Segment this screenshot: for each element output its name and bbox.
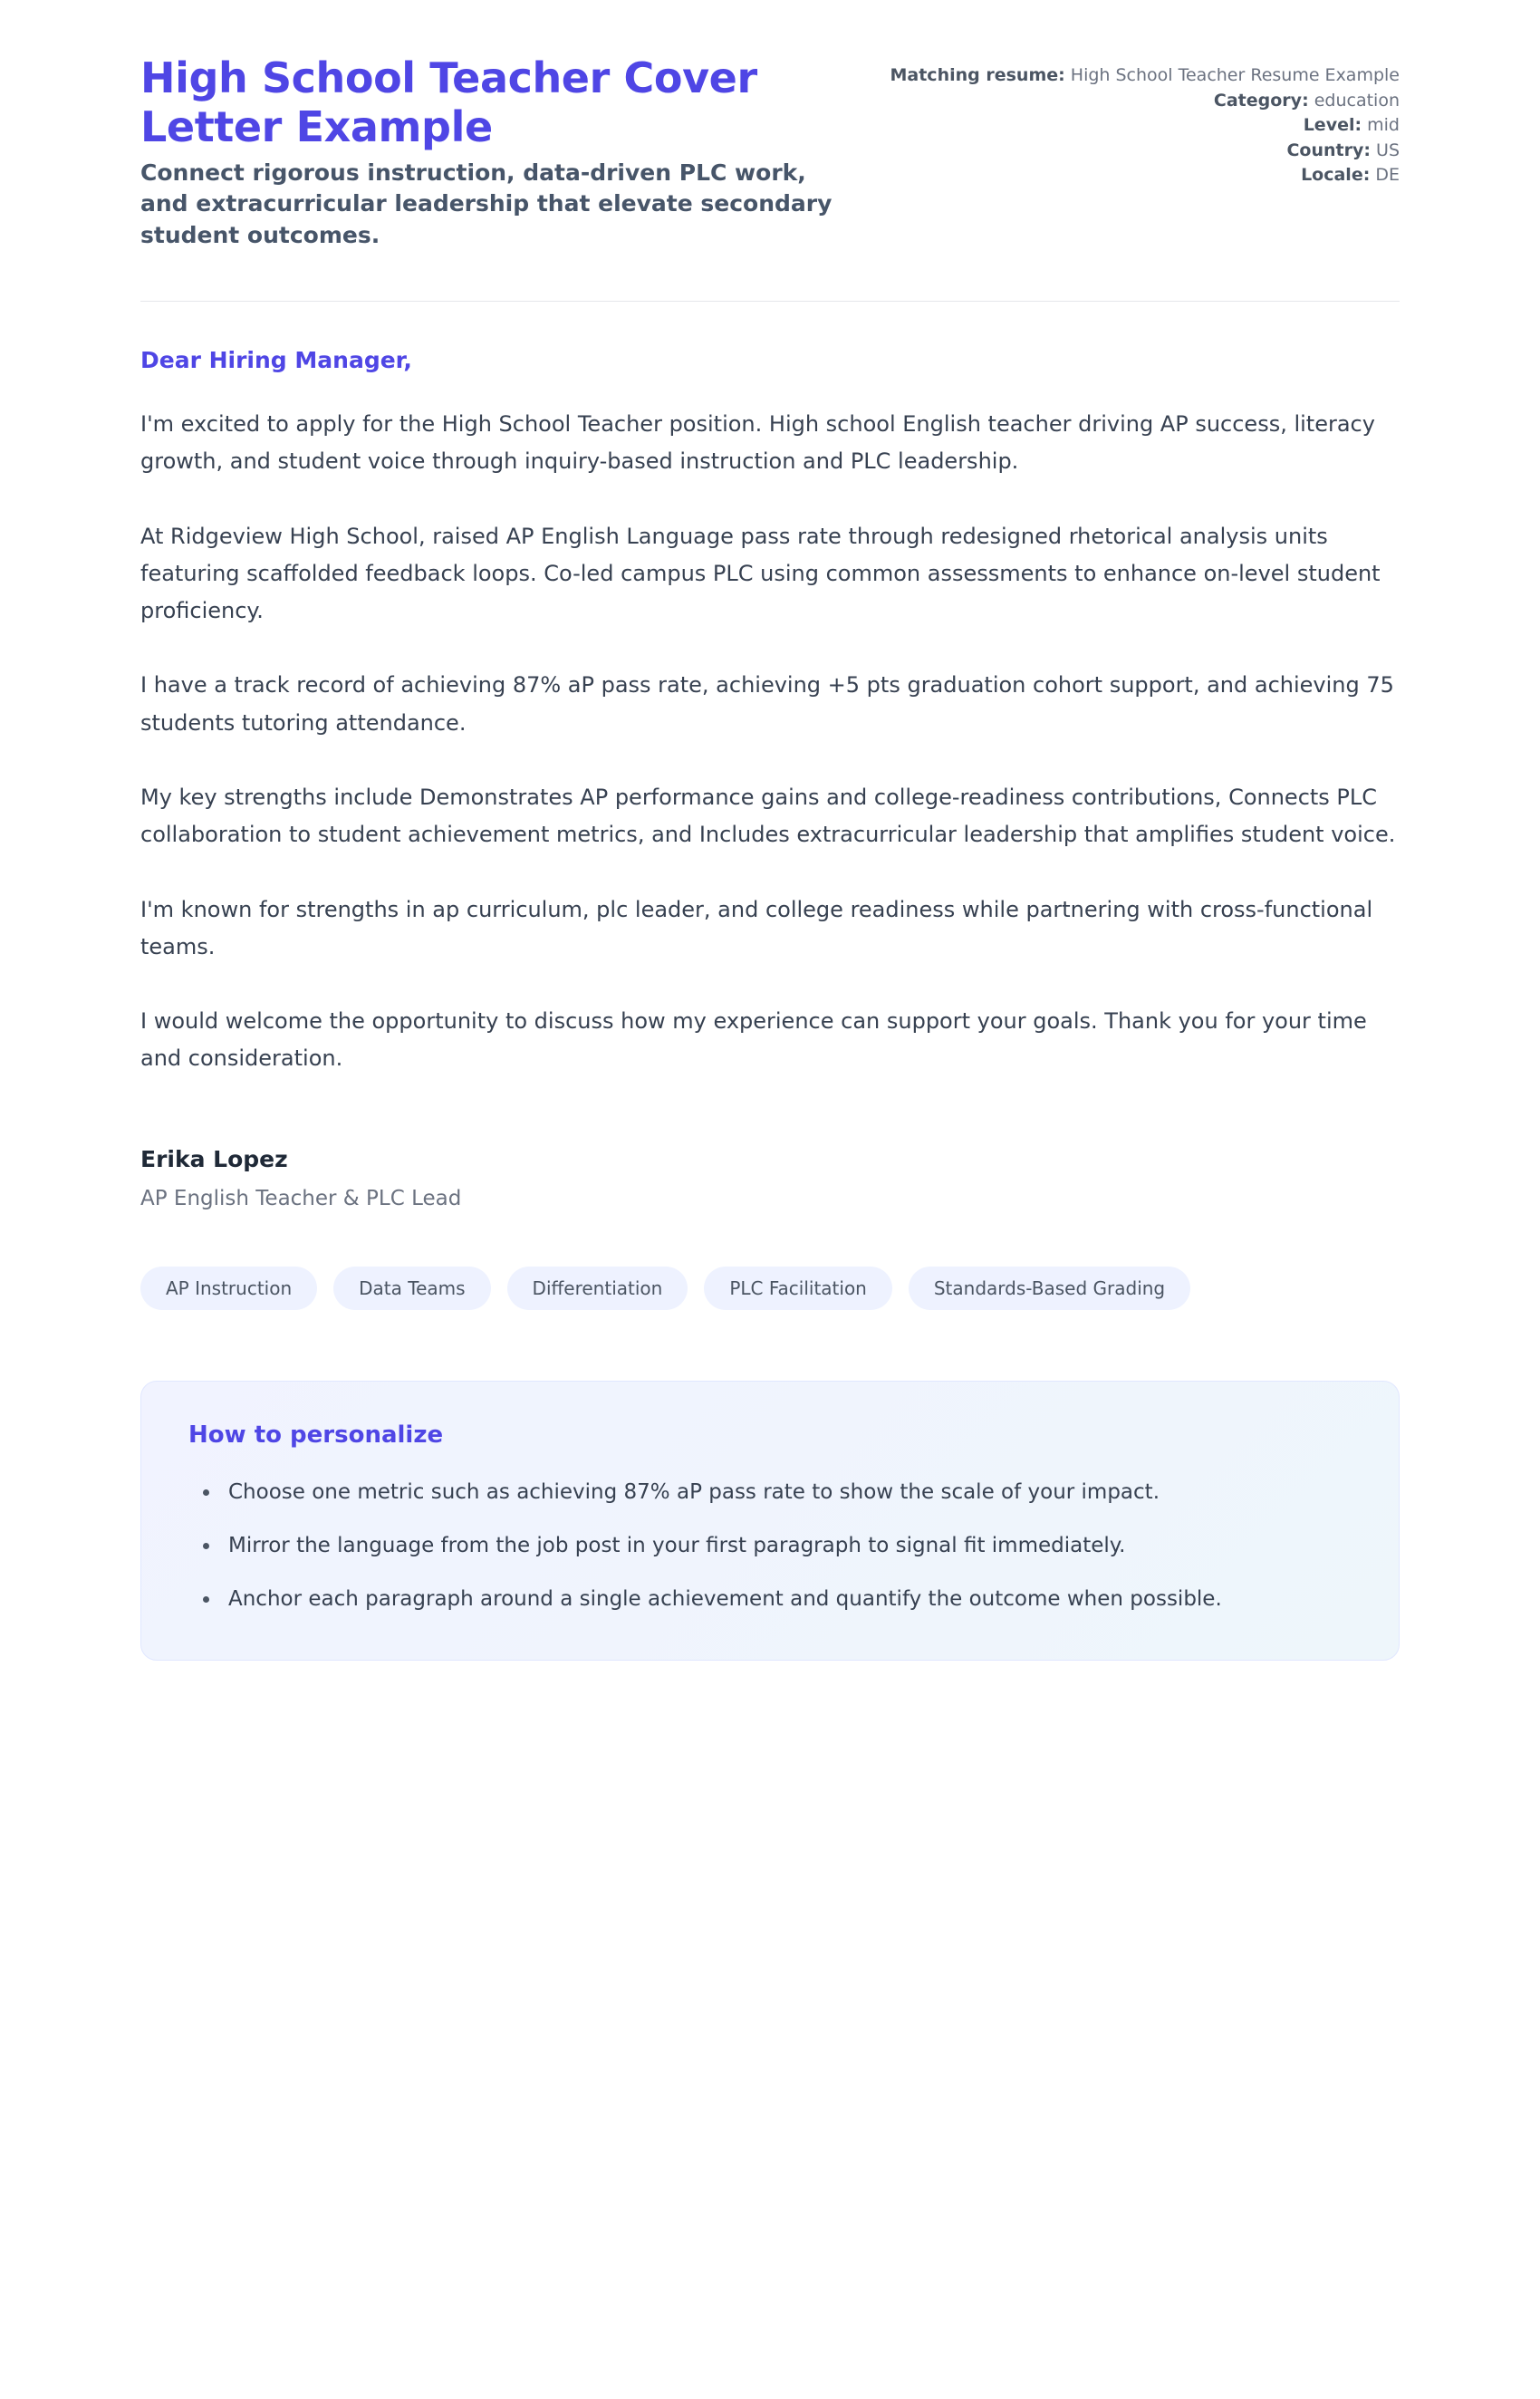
skill-tag[interactable]: Data Teams — [333, 1267, 490, 1310]
meta-country — [890, 139, 1400, 164]
callout-list-item: • Choose one metric such as achieving 87% aP pass rate to show the scale of your impact. — [221, 1476, 1352, 1509]
callout-list-item: • Mirror the language from the job post in your first paragraph to signal fit immediately. — [221, 1529, 1352, 1563]
letter-paragraph: At Ridgeview High School, raised AP English Language pass rate through redesigned rhetorical analysis units featuring scaffolded feedback loops. Co-led campus PLC using common assessments to enhance on-level student proficiency. — [140, 523, 1381, 624]
letter-paragraph: I'm known for strengths in ap curriculum, plc leader, and college readiness while partnering with cross-functional teams. — [140, 896, 1373, 959]
page-title: High School Teacher Cover Letter Example — [140, 53, 757, 151]
meta-category-value: education — [1314, 90, 1400, 111]
letter-paragraph: I'm excited to apply for the High School Teacher position. High school English teacher driving AP success, literacy growth, and student voice through inquiry-based instruction and PLC leadership. — [140, 411, 1375, 475]
callout-list — [188, 1476, 1352, 1617]
signature-name: Erika Lopez — [140, 1145, 288, 1172]
header-text-block — [140, 54, 854, 251]
skill-tag[interactable]: AP Instruction — [140, 1267, 317, 1310]
meta-category-label: Category: — [1213, 90, 1309, 111]
callout-list-item: • Anchor each paragraph around a single achievement and quantify the outcome when possible. — [221, 1583, 1352, 1616]
signature-block — [140, 1146, 1400, 1210]
skill-tag-list — [140, 1267, 1400, 1310]
meta-locale-label: Locale: — [1301, 165, 1371, 186]
skill-tag[interactable]: PLC Facilitation — [704, 1267, 892, 1310]
meta-locale-value: DE — [1375, 165, 1400, 186]
meta-matching-resume-label: Matching resume: — [890, 65, 1065, 85]
cover-letter-body — [140, 302, 1400, 1209]
letter-salutation: Dear Hiring Manager, — [140, 347, 412, 374]
meta-level-label: Level: — [1303, 115, 1362, 136]
document-header — [140, 54, 1400, 251]
letter-paragraph: My key strengths include Demonstrates AP performance gains and college-readiness contributions, Connects PLC collaboration to student achievement metrics, and Includes extracurricular leadership that amplifies student voice. — [140, 784, 1396, 848]
meta-matching-resume-value: High School Teacher Resume Example — [1070, 65, 1400, 85]
skill-tag[interactable]: Differentiation — [507, 1267, 688, 1310]
personalize-callout — [140, 1381, 1400, 1662]
letter-paragraph: I would welcome the opportunity to discuss how my experience can support your goals. Thank you for your time and consideration. — [140, 1008, 1367, 1072]
meta-country-label: Country: — [1286, 140, 1371, 160]
signature-role: AP English Teacher & PLC Lead — [140, 1186, 462, 1210]
meta-locale — [890, 163, 1400, 188]
page-subtitle: Connect rigorous instruction, data-driven PLC work, and extracurricular leadership that elevate secondary student outcomes. — [140, 159, 833, 248]
meta-level-value: mid — [1367, 115, 1400, 136]
meta-category — [890, 89, 1400, 114]
callout-title: How to personalize — [188, 1421, 444, 1449]
meta-level — [890, 113, 1400, 139]
skill-tag[interactable]: Standards-Based Grading — [909, 1267, 1190, 1310]
meta-country-value: US — [1376, 140, 1400, 160]
letter-paragraph: I have a track record of achieving 87% aP pass rate, achieving +5 pts graduation cohort support, and achieving 75 students tutoring attendance. — [140, 672, 1394, 736]
meta-matching-resume — [890, 63, 1400, 89]
document-meta — [890, 54, 1400, 188]
